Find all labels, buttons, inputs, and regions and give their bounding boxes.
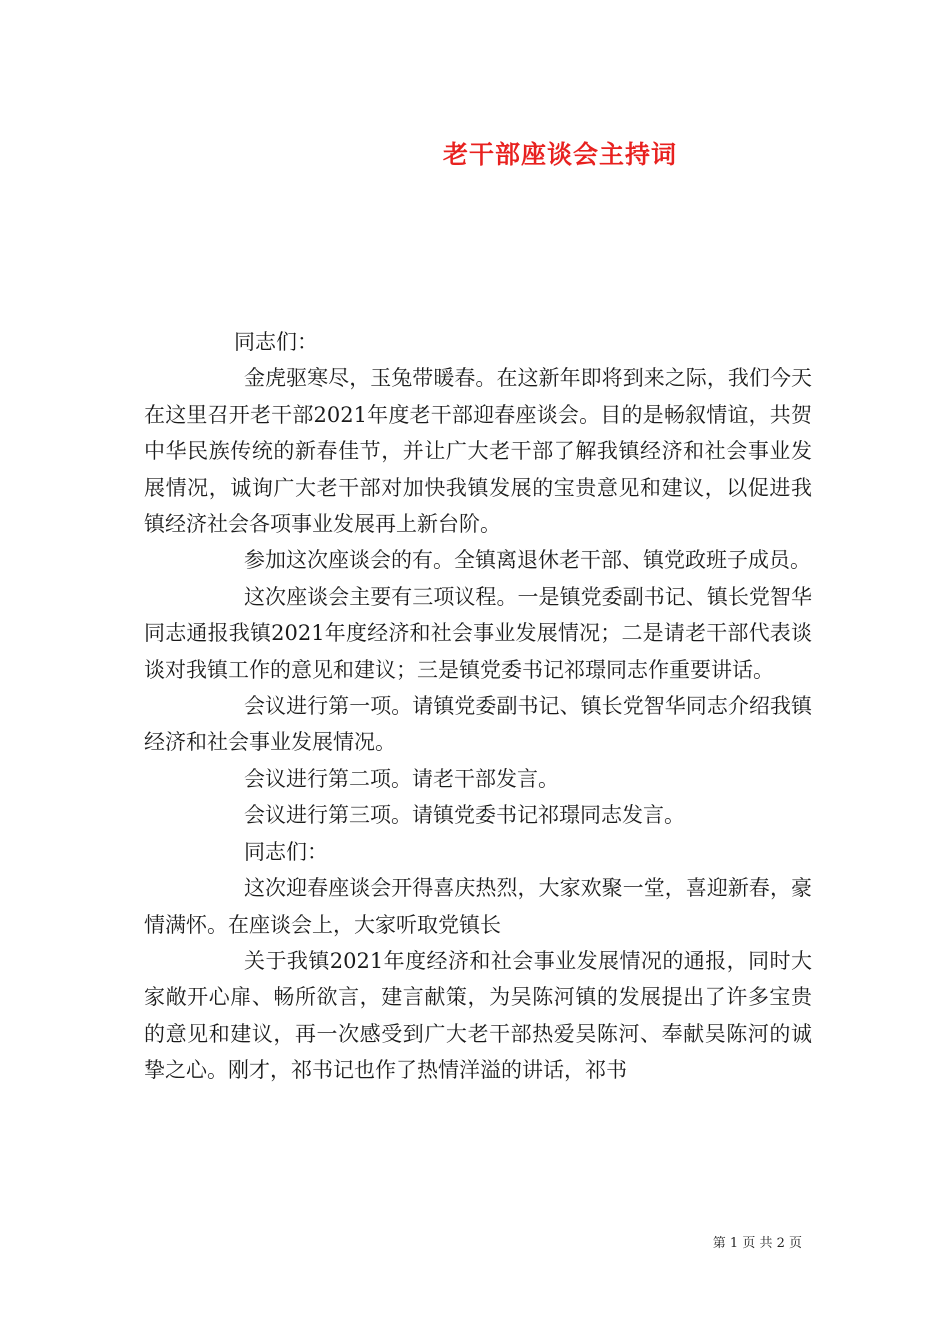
paragraph: 这次迎春座谈会开得喜庆热烈，大家欢聚一堂，喜迎新春，豪情满怀。在座谈会上，大家听取党镇长 bbox=[144, 876, 812, 937]
paragraph: 参加这次座谈会的有。全镇离退休老干部、镇党政班子成员。 bbox=[244, 548, 811, 573]
salutation: 同志们： bbox=[244, 839, 328, 864]
paragraph: 关于我镇2021年度经济和社会事业发展情况的通报，同时大家敞开心扉、畅所欲言，建言献策，为吴陈河镇的发展提出了许多宝贵的意见和建议，再一次感受到广大老干部热爱吴陈河、奉献吴陈河的诚挚之心。刚才，祁书记也作了热情洋溢的讲话，祁书 bbox=[144, 948, 812, 1083]
paragraph: 金虎驱寒尽，玉兔带暖春。在这新年即将到来之际，我们今天在这里召开老干部2021年度老干部迎春座谈会。目的是畅叙情谊，共贺中华民族传统的新春佳节，并让广大老干部了解我镇经济和社会事业发展情况，诚询广大老干部对加快我镇发展的宝贵意见和建议，以促进我镇经济社会各项事业发展再上新台阶。 bbox=[144, 366, 812, 537]
paragraph: 会议进行第一项。请镇党委副书记、镇长党智华同志介绍我镇经济和社会事业发展情况。 bbox=[144, 694, 812, 755]
paragraph: 会议进行第三项。请镇党委书记祁璟同志发言。 bbox=[244, 803, 685, 828]
salutation: 同志们： bbox=[234, 330, 318, 354]
paragraph: 这次座谈会主要有三项议程。一是镇党委副书记、镇长党智华同志通报我镇2021年度经济和社会事业发展情况；二是请老干部代表谈谈对我镇工作的意见和建议；三是镇党委书记祁璟同志作重要讲话。 bbox=[144, 584, 812, 682]
page-number-footer: 第 1 页 共 2 页 bbox=[712, 1236, 802, 1251]
document-title: 老干部座谈会主持词 bbox=[442, 140, 677, 169]
paragraph: 会议进行第二项。请老干部发言。 bbox=[244, 766, 559, 791]
document-body bbox=[144, 324, 812, 1089]
